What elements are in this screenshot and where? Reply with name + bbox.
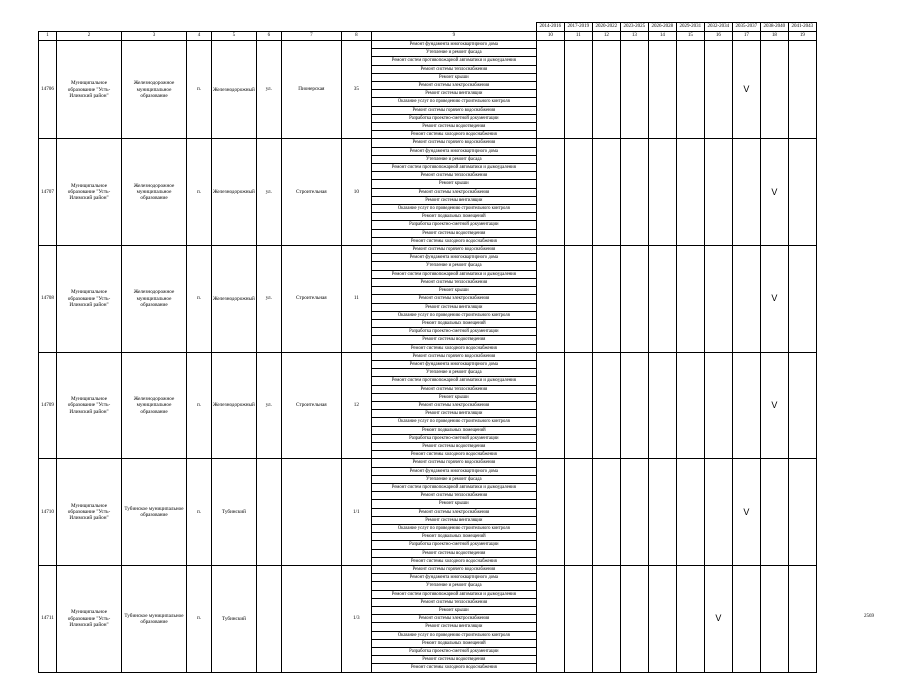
settlement: Железнодорожное муниципальное образование (122, 246, 187, 353)
period-cell (676, 246, 704, 353)
period-cell (788, 41, 816, 139)
period-header: 2032-2034 (704, 23, 732, 32)
work-type: Ремонт системы холодного водоснабжения (371, 557, 536, 565)
period-cell (564, 246, 592, 353)
period-cell (592, 139, 620, 246)
building-id: 14708 (39, 246, 57, 353)
period-cell (536, 459, 564, 566)
locality-type: п. (187, 246, 212, 353)
work-type: Ремонт системы теплоснабжения (371, 598, 536, 606)
period-header: 2029-2031 (676, 23, 704, 32)
column-number: 9 (371, 32, 536, 41)
work-type: Утепление и ремонт фасада (371, 155, 536, 163)
period-cell (788, 566, 816, 673)
work-type: Ремонт систем противопожарной автоматики и дымоудаления (371, 164, 536, 172)
period-cell (592, 566, 620, 673)
work-type: Ремонт системы горячего водоснабжения (371, 246, 536, 254)
locality-name: Тубинский (212, 566, 257, 673)
work-type: Ремонт системы водоотведения (371, 123, 536, 131)
work-type: Ремонт системы вентиляции (371, 410, 536, 418)
building-id: 14709 (39, 352, 57, 459)
work-type: Ремонт системы вентиляции (371, 516, 536, 524)
period-cell (704, 352, 732, 459)
work-type: Утепление и ремонт фасада (371, 475, 536, 483)
work-type: Ремонт крыши (371, 180, 536, 188)
column-number: 2 (57, 32, 122, 41)
column-number: 11 (564, 32, 592, 41)
period-cell (620, 352, 648, 459)
work-type: Ремонт подвальных помещений (371, 319, 536, 327)
period-header: 2014-2016 (536, 23, 564, 32)
work-type: Ремонт крыши (371, 73, 536, 81)
settlement: Железнодорожное муниципальное образование (122, 352, 187, 459)
settlement: Тубинское муниципальное образование (122, 566, 187, 673)
work-type: Ремонт систем противопожарной автоматики и дымоудаления (371, 270, 536, 278)
column-number: 17 (732, 32, 760, 41)
period-cell (564, 139, 592, 246)
work-type: Ремонт систем противопожарной автоматики и дымоудаления (371, 57, 536, 65)
work-type: Ремонт системы холодного водоснабжения (371, 451, 536, 459)
column-number: 3 (122, 32, 187, 41)
house-number: 12 (341, 352, 371, 459)
work-type: Оказание услуг по проведению строительного контроля (371, 311, 536, 319)
scheduled-period-mark: V (760, 352, 788, 459)
work-type: Ремонт системы водоотведения (371, 549, 536, 557)
period-cell (592, 459, 620, 566)
settlement: Железнодорожное муниципальное образование (122, 139, 187, 246)
period-cell (648, 41, 676, 139)
page-number: 2569 (864, 614, 874, 619)
work-type: Утепление и ремонт фасада (371, 262, 536, 270)
building-id: 14710 (39, 459, 57, 566)
work-type: Ремонт фундамента многоквартирного дома (371, 360, 536, 368)
street-type: ул. (256, 139, 281, 246)
work-type: Ремонт фундамента многоквартирного дома (371, 254, 536, 262)
locality-type: п. (187, 566, 212, 673)
work-type: Ремонт крыши (371, 287, 536, 295)
period-cell (620, 246, 648, 353)
period-header: 2023-2025 (620, 23, 648, 32)
work-type: Утепление и ремонт фасада (371, 369, 536, 377)
municipality: Муниципальное образование "Усть-Илимский район" (57, 352, 122, 459)
period-cell (704, 246, 732, 353)
street-type: ул. (256, 246, 281, 353)
period-cell (536, 41, 564, 139)
column-number: 14 (648, 32, 676, 41)
work-row (39, 459, 817, 467)
work-type: Ремонт подвальных помещений (371, 533, 536, 541)
locality-name: Железнодорожный (212, 139, 257, 246)
work-type: Ремонт системы вентиляции (371, 196, 536, 204)
column-number: 15 (676, 32, 704, 41)
street-type (256, 459, 281, 566)
street-name (281, 459, 341, 566)
street-name: Строительная (281, 352, 341, 459)
house-number: 1/1 (341, 459, 371, 566)
municipality: Муниципальное образование "Усть-Илимский район" (57, 566, 122, 673)
period-cell (536, 139, 564, 246)
period-header: 2041-2043 (788, 23, 816, 32)
scheduled-period-mark: V (760, 246, 788, 353)
period-cell (620, 566, 648, 673)
period-cell (564, 352, 592, 459)
locality-name: Железнодорожный (212, 246, 257, 353)
house-number: 10 (341, 139, 371, 246)
period-cell (676, 566, 704, 673)
street-type: ул. (256, 41, 281, 139)
work-type: Ремонт систем противопожарной автоматики и дымоудаления (371, 377, 536, 385)
work-type: Ремонт системы водоотведения (371, 442, 536, 450)
period-cell (676, 352, 704, 459)
work-type: Ремонт системы холодного водоснабжения (371, 237, 536, 245)
period-cell (648, 566, 676, 673)
period-cell (592, 246, 620, 353)
period-cell (536, 566, 564, 673)
work-type: Ремонт системы холодного водоснабжения (371, 664, 536, 672)
building-id: 14711 (39, 566, 57, 673)
locality-type: п. (187, 352, 212, 459)
street-name (281, 566, 341, 673)
column-number-row (39, 32, 817, 41)
work-type: Разработка проектно-сметной документации (371, 328, 536, 336)
period-cell (732, 352, 760, 459)
work-type: Ремонт подвальных помещений (371, 639, 536, 647)
work-row (39, 139, 817, 147)
locality-type: п. (187, 41, 212, 139)
period-cell (676, 41, 704, 139)
work-type: Ремонт системы холодного водоснабжения (371, 131, 536, 139)
period-cell (648, 352, 676, 459)
locality-name: Железнодорожный (212, 352, 257, 459)
work-type: Ремонт системы вентиляции (371, 303, 536, 311)
capital-repair-schedule-table (38, 22, 817, 673)
work-type: Ремонт системы электроснабжения (371, 401, 536, 409)
street-name: Строительная (281, 139, 341, 246)
scheduled-period-mark: V (760, 139, 788, 246)
work-type: Ремонт системы водоотведения (371, 229, 536, 237)
period-cell (620, 459, 648, 566)
column-number: 18 (760, 32, 788, 41)
settlement: Железнодорожное муниципальное образование (122, 41, 187, 139)
locality-name: Железнодорожный (212, 41, 257, 139)
street-name: Строительная (281, 246, 341, 353)
work-type: Ремонт системы горячего водоснабжения (371, 459, 536, 467)
period-header-row (39, 23, 817, 32)
column-number: 12 (592, 32, 620, 41)
period-cell (704, 139, 732, 246)
work-type: Ремонт системы горячего водоснабжения (371, 566, 536, 574)
period-cell (536, 352, 564, 459)
work-type: Разработка проектно-сметной документации (371, 648, 536, 656)
period-cell (704, 459, 732, 566)
period-header: 2038-2040 (760, 23, 788, 32)
period-cell (788, 246, 816, 353)
period-cell (760, 41, 788, 139)
work-type: Ремонт систем противопожарной автоматики и дымоудаления (371, 590, 536, 598)
period-cell (620, 139, 648, 246)
work-type: Разработка проектно-сметной документации (371, 114, 536, 122)
work-type: Ремонт фундамента многоквартирного дома (371, 574, 536, 582)
building-id: 14707 (39, 139, 57, 246)
house-number: 11 (341, 246, 371, 353)
period-cell (536, 246, 564, 353)
column-number: 13 (620, 32, 648, 41)
work-type: Ремонт подвальных помещений (371, 426, 536, 434)
work-type: Ремонт системы теплоснабжения (371, 278, 536, 286)
work-type: Ремонт фундамента многоквартирного дома (371, 147, 536, 155)
column-number: 4 (187, 32, 212, 41)
column-number: 19 (788, 32, 816, 41)
work-type: Оказание услуг по проведению строительного контроля (371, 205, 536, 213)
work-type: Оказание услуг по проведению строительного контроля (371, 418, 536, 426)
work-type: Оказание услуг по проведению строительного контроля (371, 631, 536, 639)
locality-type: п. (187, 139, 212, 246)
period-cell (564, 41, 592, 139)
work-type: Ремонт системы электроснабжения (371, 508, 536, 516)
period-cell (676, 139, 704, 246)
work-row (39, 352, 817, 360)
work-type: Ремонт системы электроснабжения (371, 188, 536, 196)
work-type: Ремонт системы водоотведения (371, 656, 536, 664)
period-cell (676, 459, 704, 566)
work-type: Ремонт системы электроснабжения (371, 615, 536, 623)
work-type: Ремонт системы теплоснабжения (371, 385, 536, 393)
period-cell (760, 566, 788, 673)
municipality: Муниципальное образование "Усть-Илимский район" (57, 459, 122, 566)
work-row (39, 41, 817, 49)
column-number: 7 (281, 32, 341, 41)
scheduled-period-mark: V (732, 41, 760, 139)
settlement: Тубинское муниципальное образование (122, 459, 187, 566)
work-type: Ремонт системы электроснабжения (371, 295, 536, 303)
period-cell (732, 246, 760, 353)
column-number: 5 (212, 32, 257, 41)
column-number: 16 (704, 32, 732, 41)
work-type: Ремонт крыши (371, 607, 536, 615)
period-header: 2017-2019 (564, 23, 592, 32)
street-name: Пионерская (281, 41, 341, 139)
building-id: 14706 (39, 41, 57, 139)
period-cell (564, 566, 592, 673)
work-row (39, 566, 817, 574)
work-type: Ремонт системы теплоснабжения (371, 492, 536, 500)
period-cell (788, 459, 816, 566)
house-number: 1/3 (341, 566, 371, 673)
municipality: Муниципальное образование "Усть-Илимский район" (57, 41, 122, 139)
period-header: 2026-2028 (648, 23, 676, 32)
work-type: Разработка проектно-сметной документации (371, 541, 536, 549)
work-type: Ремонт фундамента многоквартирного дома (371, 467, 536, 475)
period-cell (704, 41, 732, 139)
period-cell (788, 352, 816, 459)
period-cell (648, 139, 676, 246)
column-number: 10 (536, 32, 564, 41)
work-type: Ремонт системы теплоснабжения (371, 172, 536, 180)
work-type: Ремонт системы холодного водоснабжения (371, 344, 536, 352)
work-type: Ремонт системы теплоснабжения (371, 65, 536, 73)
period-cell (732, 566, 760, 673)
locality-type: п. (187, 459, 212, 566)
street-type: ул. (256, 352, 281, 459)
period-cell (564, 459, 592, 566)
work-type: Утепление и ремонт фасада (371, 49, 536, 57)
locality-name: Тубинский (212, 459, 257, 566)
work-type: Оказание услуг по проведению строительного контроля (371, 98, 536, 106)
period-header: 2035-2037 (732, 23, 760, 32)
work-row (39, 246, 817, 254)
column-number: 8 (341, 32, 371, 41)
period-cell (592, 41, 620, 139)
work-type: Ремонт системы электроснабжения (371, 82, 536, 90)
work-type: Утепление и ремонт фасада (371, 582, 536, 590)
work-type: Ремонт крыши (371, 500, 536, 508)
house-number: 35 (341, 41, 371, 139)
work-type: Ремонт системы горячего водоснабжения (371, 106, 536, 114)
work-type: Ремонт систем противопожарной автоматики и дымоудаления (371, 483, 536, 491)
period-cell (648, 459, 676, 566)
work-type: Ремонт подвальных помещений (371, 213, 536, 221)
work-type: Оказание услуг по проведению строительного контроля (371, 524, 536, 532)
scheduled-period-mark: V (704, 566, 732, 673)
scheduled-period-mark: V (732, 459, 760, 566)
work-type: Ремонт фундамента многоквартирного дома (371, 41, 536, 49)
period-cell (620, 41, 648, 139)
period-cell (732, 139, 760, 246)
work-type: Ремонт системы горячего водоснабжения (371, 139, 536, 147)
street-type (256, 566, 281, 673)
work-type: Ремонт крыши (371, 393, 536, 401)
column-number: 6 (256, 32, 281, 41)
period-cell (648, 246, 676, 353)
period-cell (592, 352, 620, 459)
work-type: Ремонт системы вентиляции (371, 623, 536, 631)
work-type: Разработка проектно-сметной документации (371, 221, 536, 229)
municipality: Муниципальное образование "Усть-Илимский район" (57, 139, 122, 246)
column-number: 1 (39, 32, 57, 41)
period-cell (760, 459, 788, 566)
work-type: Ремонт системы вентиляции (371, 90, 536, 98)
work-type: Ремонт системы водоотведения (371, 336, 536, 344)
period-cell (788, 139, 816, 246)
period-header: 2020-2022 (592, 23, 620, 32)
work-type: Разработка проектно-сметной документации (371, 434, 536, 442)
header-spacer (39, 23, 537, 32)
municipality: Муниципальное образование "Усть-Илимский район" (57, 246, 122, 353)
work-type: Ремонт системы горячего водоснабжения (371, 352, 536, 360)
